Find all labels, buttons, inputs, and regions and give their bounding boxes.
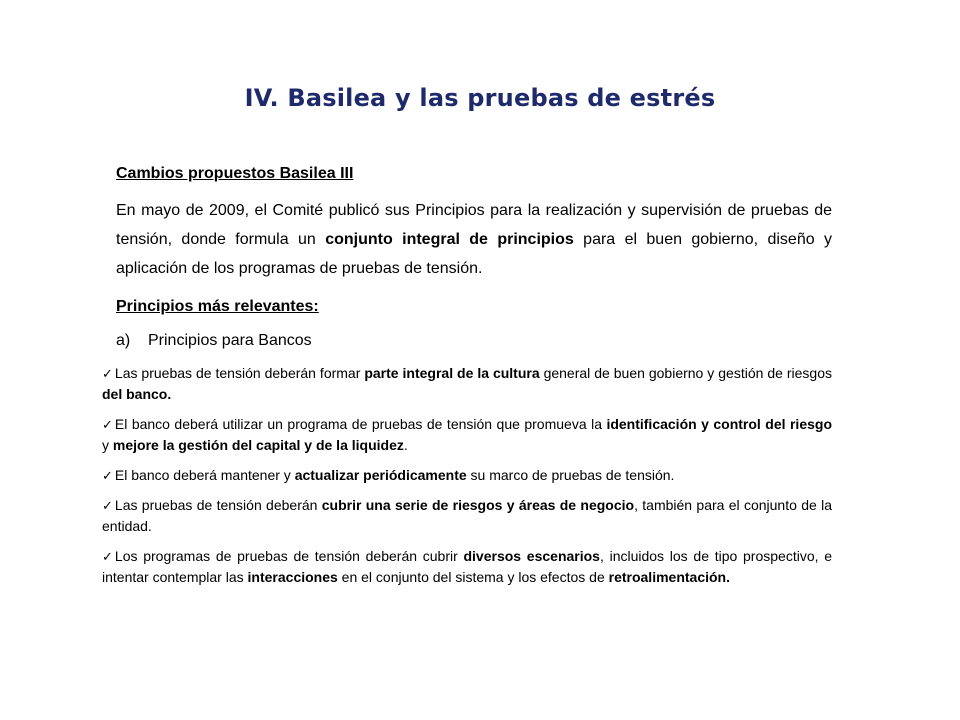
section-heading-principios: Principios más relevantes: bbox=[116, 298, 319, 315]
bullet-bold: identificación y control del riesgo bbox=[606, 416, 832, 432]
bullet-text: general de buen gobierno y gestión de riesgos bbox=[539, 365, 832, 381]
bullet-text: El banco deberá utilizar un programa de pruebas de tensión que promueva la bbox=[114, 416, 607, 432]
intro-bold-text: conjunto integral de principios bbox=[325, 231, 574, 248]
bullet-bold: actualizar periódicamente bbox=[294, 467, 467, 483]
check-icon: ✓ bbox=[102, 468, 113, 483]
list-item bbox=[102, 465, 832, 486]
bullet-bold: parte integral de la cultura bbox=[364, 365, 540, 381]
bullet-text: , incluidos los de tipo prospectivo, e intentar contemplar las bbox=[102, 548, 833, 585]
bullet-bold: diversos escenarios bbox=[463, 548, 600, 564]
intro-text: En mayo de 2009, el Comité publicó sus Principios para la realización y supervisión de pruebas de tensión, donde formula un bbox=[116, 202, 832, 248]
bullet-bold: interacciones bbox=[247, 569, 338, 585]
list-label-text: Principios para Bancos bbox=[148, 332, 312, 349]
bullet-text: El banco deberá mantener y bbox=[114, 467, 295, 483]
bullet-text: . bbox=[403, 437, 408, 453]
slide-content bbox=[102, 164, 833, 597]
bullet-text: y bbox=[102, 437, 113, 453]
bullet-text: en el conjunto del sistema y los efectos de bbox=[337, 569, 609, 585]
check-icon: ✓ bbox=[102, 549, 113, 564]
bullet-text: Los programas de pruebas de tensión deberán cubrir bbox=[114, 548, 464, 564]
list-label bbox=[116, 331, 832, 351]
principles-list-wrap bbox=[102, 363, 832, 588]
list-item bbox=[102, 546, 832, 588]
section-heading-cambios: Cambios propuestos Basilea III bbox=[116, 165, 354, 182]
principles-list bbox=[102, 363, 832, 588]
bullet-bold: mejore la gestión del capital y de la liquidez bbox=[112, 437, 404, 453]
check-icon: ✓ bbox=[102, 417, 113, 432]
check-icon: ✓ bbox=[102, 366, 113, 381]
bullet-text: Las pruebas de tensión deberán bbox=[114, 497, 322, 513]
intro-paragraph bbox=[116, 196, 832, 283]
bullet-bold: del banco. bbox=[102, 386, 172, 402]
list-item bbox=[102, 363, 832, 405]
bullet-bold: retroalimentación. bbox=[608, 569, 730, 585]
bullet-text: su marco de pruebas de tensión. bbox=[466, 467, 675, 483]
bullet-text: Las pruebas de tensión deberán formar bbox=[114, 365, 365, 381]
list-marker: a) bbox=[116, 332, 131, 349]
bullet-text: , también para el conjunto de la entidad. bbox=[102, 497, 832, 534]
slide-title: IV. Basilea y las pruebas de estrés bbox=[244, 84, 716, 112]
check-icon: ✓ bbox=[102, 498, 113, 513]
intro-text-end: para el buen gobierno, diseño y aplicación de los programas de pruebas de tensión. bbox=[116, 231, 833, 277]
list-item bbox=[102, 414, 832, 456]
list-item bbox=[102, 495, 832, 537]
bullet-bold: cubrir una serie de riesgos y áreas de negocio bbox=[321, 497, 635, 513]
